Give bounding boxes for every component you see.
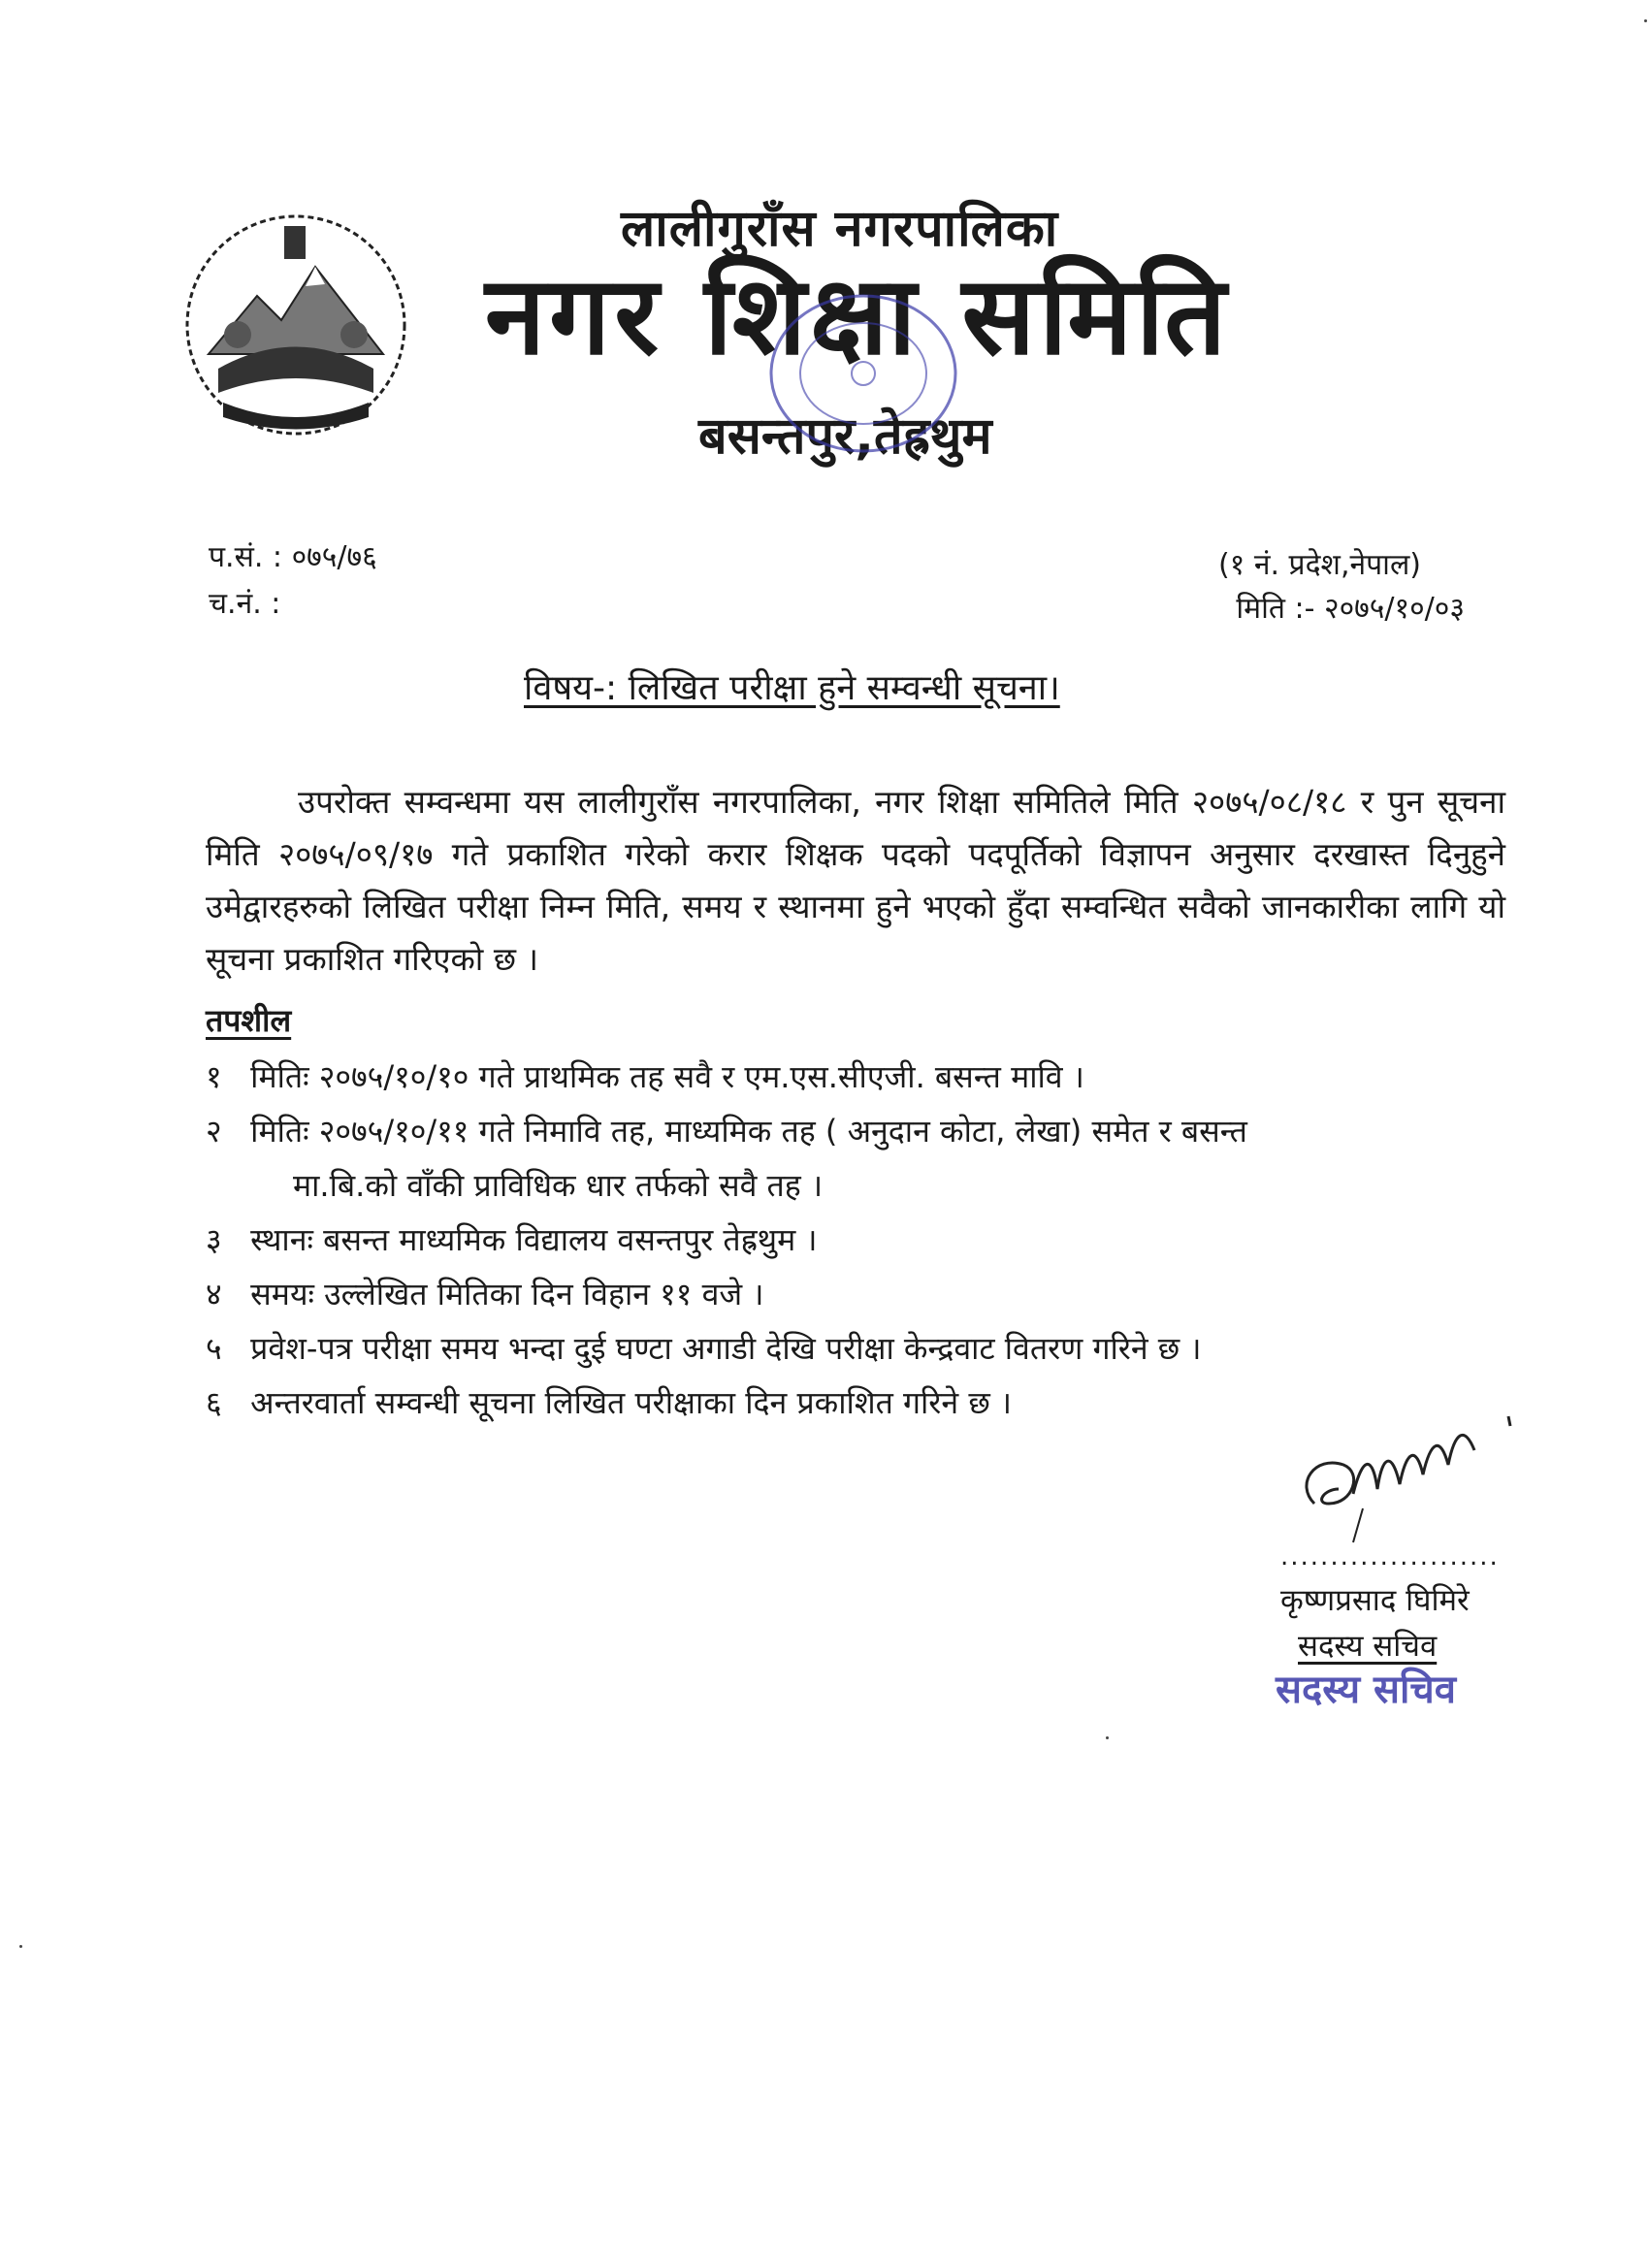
item-number: १: [206, 1058, 222, 1095]
dispatch-number: च.नं. :: [209, 587, 281, 621]
item-number: ५: [206, 1330, 222, 1367]
item-number: ३: [206, 1221, 222, 1258]
details-heading: तपशील: [206, 1002, 292, 1039]
signature-line: ......................: [1280, 1542, 1500, 1571]
item-number: २: [206, 1113, 222, 1150]
province: (१ नं. प्रदेश,नेपाल): [1217, 548, 1421, 582]
list-item: [206, 1050, 1505, 1104]
designation-stamp: सदस्य सचिव: [1276, 1668, 1457, 1712]
nepal-emblem-icon: [179, 209, 412, 441]
list-item: [206, 1267, 1505, 1321]
committee-name: नगर शिक्षा समिति: [485, 253, 1231, 379]
item-number: ६: [206, 1384, 222, 1421]
scan-speck: [19, 1945, 22, 1948]
municipality-name: लालीगुराँस नगरपालिका: [621, 200, 1059, 258]
item-text: समयः उल्लेखित मितिका दिन विहान ११ वजे ।: [250, 1276, 764, 1312]
item-number: ४: [206, 1276, 222, 1312]
list-item: [206, 1321, 1505, 1376]
letter-number: प.सं. : ०७५/७६: [209, 540, 377, 574]
letter-date: मिति :- २०७५/१०/०३: [1236, 592, 1465, 626]
item-continuation: मा.बि.को वाँकी प्राविधिक धार तर्फको सवै तह ।: [293, 1167, 824, 1204]
signature-icon: [1285, 1397, 1537, 1552]
item-text: प्रवेश-पत्र परीक्षा समय भन्दा दुई घण्टा अगाडी देखि परीक्षा केन्द्रवाट वितरण गरिने छ ।: [250, 1330, 1202, 1367]
subject-line: विषय-: लिखित परीक्षा हुने सम्वन्धी सूचना।: [524, 668, 1060, 708]
location: बसन्तपुर,तेह्रथुम: [698, 407, 992, 466]
item-text: स्थानः बसन्त माध्यमिक विद्यालय वसन्तपुर तेह्रथुम ।: [250, 1221, 818, 1258]
scan-speck: [1106, 1736, 1109, 1739]
body-paragraph: उपरोक्त सम्वन्धमा यस लालीगुराँस नगरपालिका, नगर शिक्षा समितिले मिति २०७५/०८/१८ र पुन सूचना मिति २०७५/०९/१७ गते प्रकाशित गरेको करार शिक्षक पदको पदपूर्तिको विज्ञापन अनुसार दरखास्त दिनुहुने उमेद्वारहरुको लिखित परीक्षा निम्न मिति, समय र स्थानमा हुने भएको हुँदा सम्वन्धित सवैको जानकारीका लागि यो सूचना प्रकाशित गरिएको छ ।: [206, 783, 1505, 978]
scan-speck: [1644, 19, 1647, 22]
item-text: मितिः २०७५/१०/१० गते प्राथमिक तह सवै र एम.एस.सीएजी. बसन्त मावि ।: [250, 1058, 1084, 1095]
details-list: [206, 1050, 1505, 1430]
signatory-title: सदस्य सचिव: [1298, 1629, 1438, 1664]
list-item: [206, 1213, 1505, 1267]
signatory-name: कृष्णप्रसाद घिमिरे: [1280, 1583, 1470, 1618]
list-item: [206, 1104, 1505, 1213]
official-seal-icon: [757, 281, 970, 466]
notice-body: [206, 776, 1505, 986]
item-text: अन्तरवार्ता सम्वन्धी सूचना लिखित परीक्षाका दिन प्रकाशित गरिने छ ।: [250, 1384, 1013, 1421]
item-text: मितिः २०७५/१०/११ गते निमावि तह, माध्यमिक तह ( अनुदान कोटा, लेखा) समेत र बसन्त: [250, 1113, 1247, 1150]
